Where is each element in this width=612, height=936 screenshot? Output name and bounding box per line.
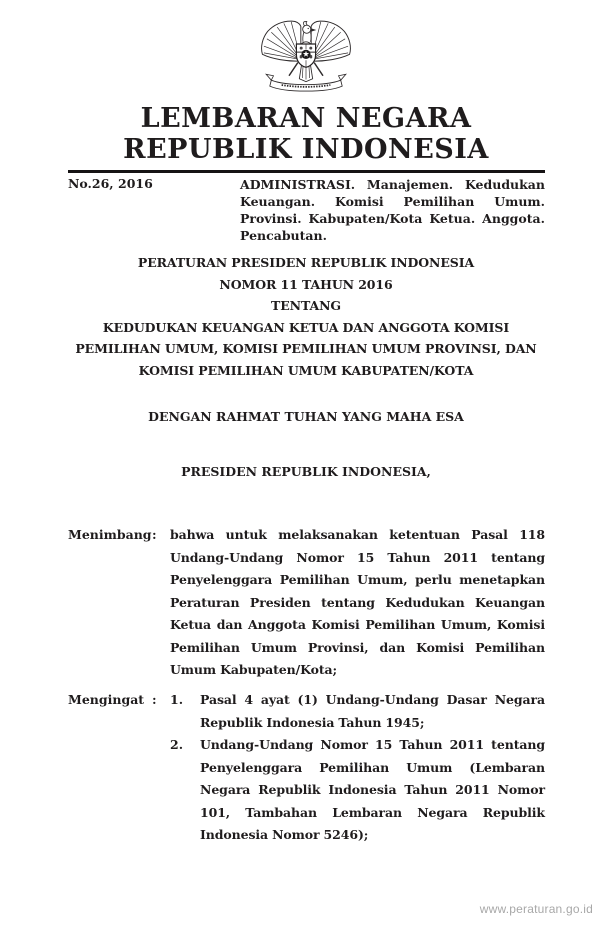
recalling-item-text: Pasal 4 ayat (1) Undang-Undang Dasar Negara Republik Indonesia Tahun 1945; bbox=[200, 692, 545, 730]
spacer-cell bbox=[152, 734, 170, 847]
gazette-title-line2: REPUBLIK INDONESIA bbox=[123, 134, 489, 165]
issuer-line: PRESIDEN REPUBLIK INDONESIA, bbox=[181, 464, 431, 479]
subject-abstract: ADMINISTRASI. Manajemen. Kedudukan Keuangan. Komisi Pemilihan Umum. Provinsi. Kabupaten/Kota Ketua. Anggota. Pencabutan. bbox=[240, 177, 545, 243]
recalling-label: Mengingat bbox=[68, 692, 145, 707]
recalling-item-number: 2. bbox=[170, 737, 184, 752]
gazette-title bbox=[0, 103, 612, 165]
regulation-number: NOMOR 11 TAHUN 2016 bbox=[219, 276, 393, 292]
regulation-heading bbox=[63, 252, 549, 381]
regulation-about: TENTANG bbox=[271, 298, 341, 313]
recalling-item-number: 1. bbox=[170, 692, 184, 707]
spacer-cell bbox=[68, 734, 152, 847]
regulation-type: PERATURAN PRESIDEN REPUBLIK INDONESIA bbox=[137, 255, 475, 270]
considering-label: Menimbang bbox=[68, 527, 152, 542]
gazette-title-line1: LEMBARAN NEGARA bbox=[140, 103, 472, 134]
considering-colon: : bbox=[152, 527, 157, 542]
recalling-colon: : bbox=[152, 692, 157, 707]
recalling-clause bbox=[68, 689, 545, 847]
considering-text: bahwa untuk melaksanakan ketentuan Pasal 118 Undang-Undang Nomor 15 Tahun 2011 tentang Penyelenggara Pemilihan Umum, perlu menetapkan Peraturan Presiden tentang Kedudukan Keuangan Ketua dan Anggota Komisi Pemilihan Umum, Komisi Pemilihan Umum Provinsi, dan Komisi Pemilihan Umum Kabupaten/Kota; bbox=[170, 527, 545, 677]
considering-clause bbox=[68, 524, 545, 682]
masthead-divider bbox=[68, 170, 545, 173]
garuda-pancasila-icon bbox=[258, 19, 354, 103]
issue-number: No.26, 2016 bbox=[68, 176, 153, 191]
watermark-url: www.peraturan.go.id bbox=[479, 902, 593, 916]
garuda-pancasila-emblem bbox=[258, 19, 354, 103]
invocation-line: DENGAN RAHMAT TUHAN YANG MAHA ESA bbox=[148, 409, 464, 424]
recalling-item-text: Undang-Undang Nomor 15 Tahun 2011 tentang Penyelenggara Pemilihan Umum (Lembaran Negara Republik Indonesia Tahun 2011 Nomor 101, Tambahan Lembaran Negara Republik Indonesia Nomor 5246); bbox=[200, 737, 545, 842]
regulation-subject: KEDUDUKAN KEUANGAN KETUA DAN ANGGOTA KOMISI PEMILIHAN UMUM, KOMISI PEMILIHAN UMUM PROVINSI, DAN KOMISI PEMILIHAN UMUM KABUPATEN/KOTA bbox=[75, 319, 537, 378]
